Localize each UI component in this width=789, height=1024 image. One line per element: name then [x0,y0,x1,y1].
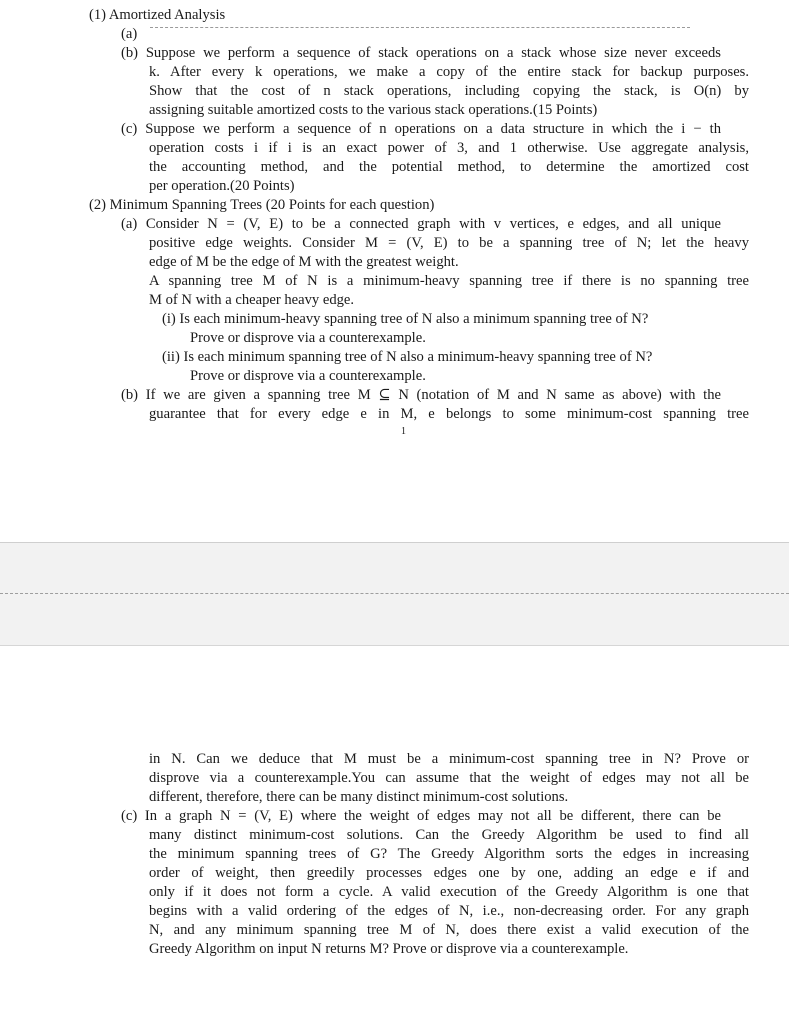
page-number: 1 [401,426,406,437]
cut-off-text-line [150,27,690,28]
item-2b-line-1: (b) If we are given a spanning tree M ⊆ N (notation of M and N same as above) with the [121,387,721,403]
document-page-top [0,0,789,442]
item-2b-line-4: disprove via a counterexample.You can assume that the weight of edges may not all be [149,770,749,786]
item-2a-line-2: positive edge weights. Consider M = (V, E) to be a spanning tree of N; let the heavy [149,235,749,251]
page-break-divider [0,593,789,594]
section-2-heading: (2) Minimum Spanning Trees (20 Points for each question) [89,197,435,213]
item-1c-line-1: (c) Suppose we perform a sequence of n operations on a data structure in which the i − th [121,121,721,137]
item-1c-line-4: per operation.(20 Points) [149,178,295,194]
item-1b-line-3: Show that the cost of n stack operations, including copying the stack, is O(n) by [149,83,749,99]
item-1b-line-2: k. After every k operations, we make a copy of the entire stack for backup purposes. [149,64,749,80]
item-2b-line-2: guarantee that for every edge e in M, e belongs to some minimum-cost spanning tree [149,406,749,422]
item-2c-line-6: begins with a valid ordering of the edges of N, i.e., non-decreasing order. For any graph [149,903,749,919]
item-2c-line-2: many distinct minimum-cost solutions. Can the Greedy Algorithm be used to find all [149,827,749,843]
item-2c-line-7: N, and any minimum spanning tree M of N, does there exist a valid execution of the [149,922,749,938]
item-2c-line-1: (c) In a graph N = (V, E) where the weight of edges may not all be different, there can be [121,808,721,824]
item-2c-line-5: only if it does not form a cycle. A valid execution of the Greedy Algorithm is one that [149,884,749,900]
item-1a-label: (a) [121,26,138,42]
item-2a-i-line-1: (i) Is each minimum-heavy spanning tree of N also a minimum spanning tree of N? [162,311,649,327]
item-2a-line-1: (a) Consider N = (V, E) to be a connected graph with v vertices, e edges, and all unique [121,216,721,232]
item-2b-line-5: different, therefore, there can be many distinct minimum-cost solutions. [149,789,569,805]
item-1b-line-4: assigning suitable amortized costs to the various stack operations.(15 Points) [149,102,598,118]
item-2a-line-5: M of N with a cheaper heavy edge. [149,292,355,308]
item-2c-line-3: the minimum spanning trees of G? The Greedy Algorithm sorts the edges in increasing [149,846,749,862]
item-2a-i-line-2: Prove or disprove via a counterexample. [190,330,426,346]
item-1b-line-1: (b) Suppose we perform a sequence of stack operations on a stack whose size never exceeds [121,45,721,61]
item-2a-line-4: A spanning tree M of N is a minimum-heavy spanning tree if there is no spanning tree [149,273,749,289]
section-1-heading: (1) Amortized Analysis [89,7,226,23]
item-1c-line-2: operation costs i if i is an exact power of 3, and 1 otherwise. Use aggregate analysis, [149,140,749,156]
item-2a-line-3: edge of M be the edge of M with the greatest weight. [149,254,459,270]
item-2a-ii-line-1: (ii) Is each minimum spanning tree of N also a minimum-heavy spanning tree of N? [162,349,653,365]
item-2c-line-8: Greedy Algorithm on input N returns M? Prove or disprove via a counterexample. [149,941,629,957]
item-2c-line-4: order of weight, then greedily processes edges one by one, adding an edge e if and [149,865,749,881]
document-page-bottom [0,644,789,1024]
page-break-gap [0,542,789,646]
item-2a-ii-line-2: Prove or disprove via a counterexample. [190,368,426,384]
item-1c-line-3: the accounting method, and the potential method, to determine the amortized cost [149,159,749,175]
item-2b-line-3: in N. Can we deduce that M must be a minimum-cost spanning tree in N? Prove or [149,751,749,767]
